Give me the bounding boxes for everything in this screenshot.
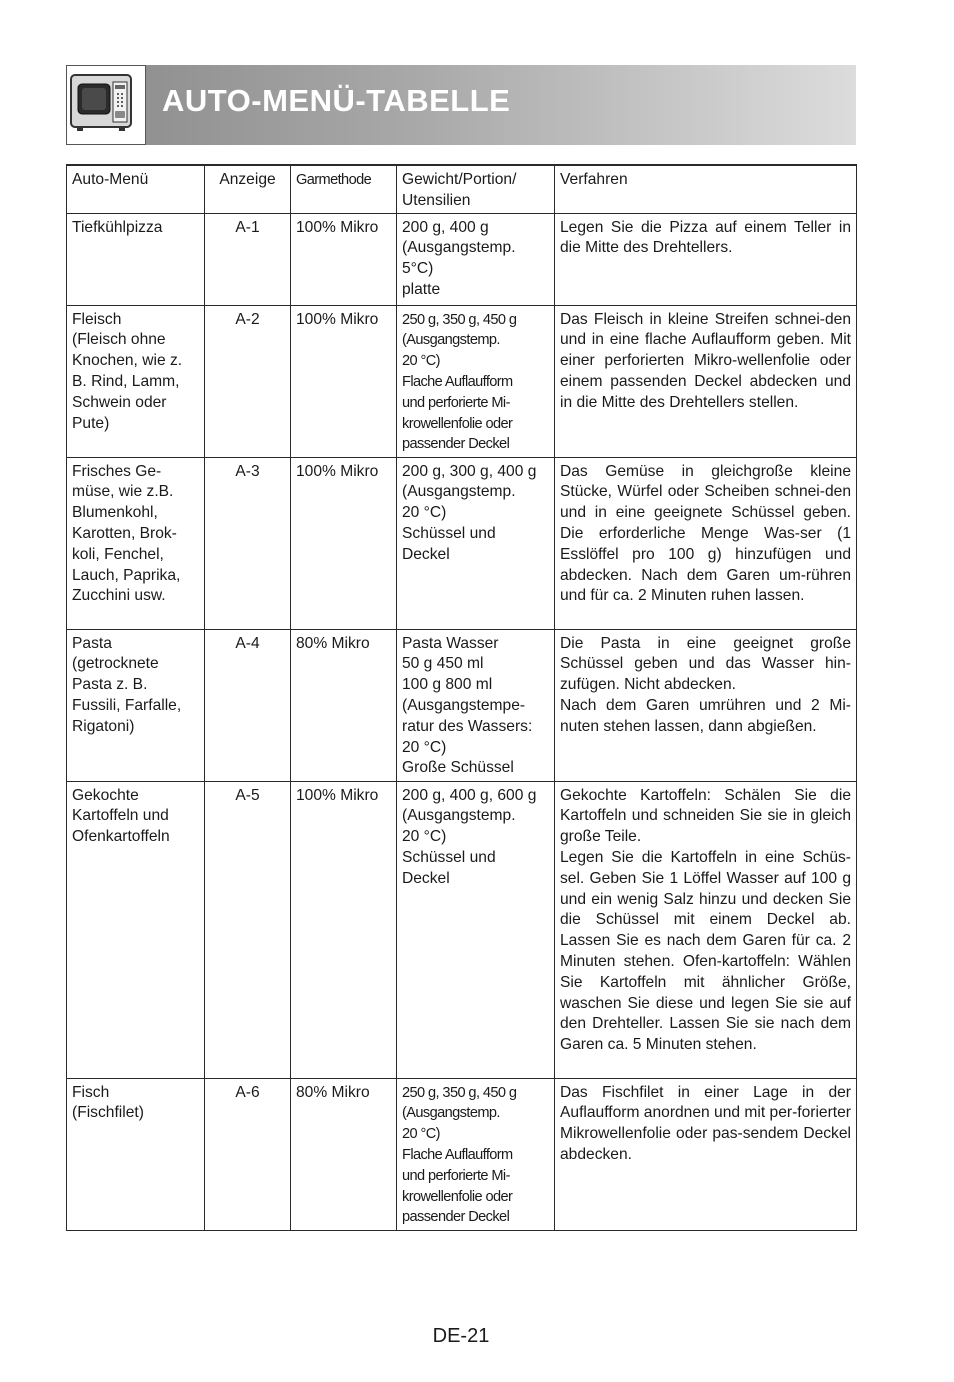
- cell-display: A-5: [205, 781, 291, 1078]
- cell-method: 80% Mikro: [291, 1078, 397, 1230]
- cell-display: A-1: [205, 213, 291, 305]
- page-title: AUTO-MENÜ-TABELLE: [162, 83, 511, 118]
- cell-menu: Frisches Ge- müse, wie z.B. Blumenkohl, Karotten, Brok- koli, Fenchel, Lauch, Paprika, Zucchini usw.: [67, 457, 205, 629]
- cell-display: A-2: [205, 305, 291, 457]
- auto-menu-table: [66, 164, 857, 1231]
- cell-method: 100% Mikro: [291, 457, 397, 629]
- cell-method: 80% Mikro: [291, 629, 397, 781]
- section-header: [66, 65, 856, 145]
- cell-weight: 250 g, 350 g, 450 g (Ausgangstemp. 20 °C) Flache Auflaufform und perforierte Mi- krowellenfolie oder passender Deckel: [397, 305, 555, 457]
- table-header-row: [67, 165, 857, 213]
- cell-procedure: Gekochte Kartoffeln: Schälen Sie die Kartoffeln und schneiden Sie sie in gleich große Teile. Legen Sie die Kartoffeln in eine Schüs-sel. Geben Sie 1 Löffel Wasser auf 100 g und ein wenig Salz hinzu und decken Sie die Schüssel mit einem Deckel ab. Lassen Sie es nach dem Garen für ca. 2 Minuten stehen. Ofen-kartoffeln: Wählen Sie Kartoffeln mit ähnlicher Größe, waschen Sie diese und legen Sie sie auf den Drehteller. Lassen Sie sie nach dem Garen ca. 5 Minuten stehen.: [555, 781, 857, 1078]
- cell-display: A-6: [205, 1078, 291, 1230]
- table-row: [67, 781, 857, 1078]
- column-header-display: Anzeige: [205, 165, 291, 213]
- cell-procedure: Das Fischfilet in einer Lage in der Auflaufform anordnen und mit per-forierter Mikrowellenfolie oder pas-sendem Deckel abdecken.: [555, 1078, 857, 1230]
- cell-menu: Fisch (Fischfilet): [67, 1078, 205, 1230]
- cell-procedure: Die Pasta in eine geeignet große Schüssel geben und das Wasser hin-zufügen. Nicht abdecken. Nach dem Garen umrühren und 2 Mi-nuten stehen lassen, dann abgießen.: [555, 629, 857, 781]
- page-number: DE-21: [432, 1325, 490, 1347]
- cell-display: A-4: [205, 629, 291, 781]
- cell-menu: Gekochte Kartoffeln und Ofenkartoffeln: [67, 781, 205, 1078]
- cell-weight: 200 g, 400 g (Ausgangstemp. 5°C) platte: [397, 213, 555, 305]
- column-header-weight: Gewicht/Portion/ Utensilien: [397, 165, 555, 213]
- cell-display: A-3: [205, 457, 291, 629]
- column-header-method: Garmethode: [291, 165, 397, 213]
- cell-menu: Tiefkühlpizza: [67, 213, 205, 305]
- column-header-menu: Auto-Menü: [67, 165, 205, 213]
- cell-weight: 200 g, 300 g, 400 g (Ausgangstemp. 20 °C) Schüssel und Deckel: [397, 457, 555, 629]
- cell-method: 100% Mikro: [291, 781, 397, 1078]
- table-row: [67, 305, 857, 457]
- cell-procedure: Das Gemüse in gleichgroße kleine Stücke, Würfel oder Scheiben schnei-den und in eine geeignete Schüssel geben. Die erforderliche Menge Was-ser (1 Esslöffel pro 100 g) hinzufügen und abdecken. Nach dem Garen um-rühren und für ca. 2 Minuten ruhen lassen.: [555, 457, 857, 629]
- cell-weight: 250 g, 350 g, 450 g (Ausgangstemp. 20 °C) Flache Auflaufform und perforierte Mi- krowellenfolie oder passender Deckel: [397, 1078, 555, 1230]
- cell-menu: Fleisch (Fleisch ohne Knochen, wie z. B. Rind, Lamm, Schwein oder Pute): [67, 305, 205, 457]
- cell-menu: Pasta (getrocknete Pasta z. B. Fussili, Farfalle, Rigatoni): [67, 629, 205, 781]
- table-row: [67, 213, 857, 305]
- cell-procedure: Legen Sie die Pizza auf einem Teller in die Mitte des Drehtellers.: [555, 213, 857, 305]
- cell-weight: Pasta Wasser 50 g 450 ml 100 g 800 ml (Ausgangstempe- ratur des Wassers: 20 °C) Große Schüssel: [397, 629, 555, 781]
- table-row: [67, 457, 857, 629]
- cell-method: 100% Mikro: [291, 305, 397, 457]
- cell-weight: 200 g, 400 g, 600 g (Ausgangstemp. 20 °C) Schüssel und Deckel: [397, 781, 555, 1078]
- column-header-procedure: Verfahren: [555, 165, 857, 213]
- cell-method: 100% Mikro: [291, 213, 397, 305]
- cell-procedure: Das Fleisch in kleine Streifen schnei-den und in eine flache Auflaufform geben. Mit einer perforierten Mikro-wellenfolie oder einem passenden Deckel abdecken und in die Mitte des Drehtellers stellen.: [555, 305, 857, 457]
- microwave-icon: [66, 65, 146, 145]
- table-row: [67, 1078, 857, 1230]
- table-row: [67, 629, 857, 781]
